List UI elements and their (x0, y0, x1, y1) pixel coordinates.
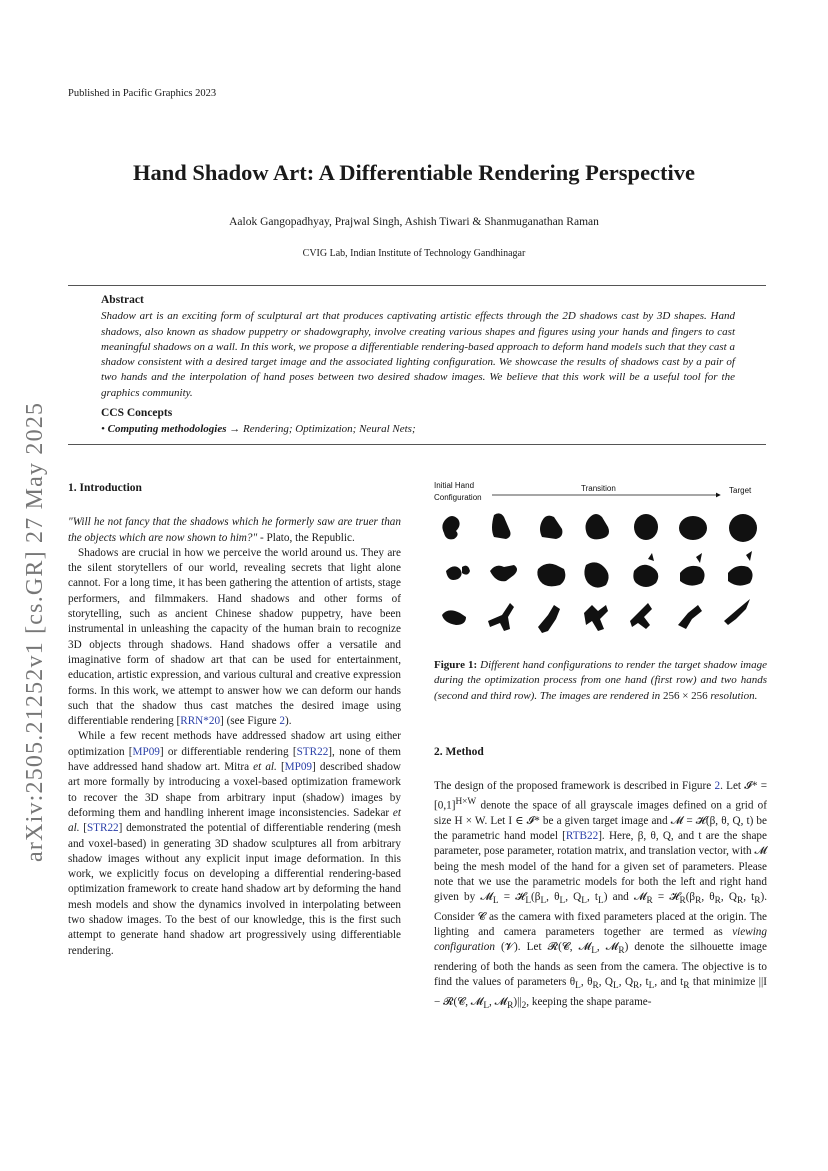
figure-link[interactable]: 2 (279, 715, 285, 728)
m-l: , Q (565, 891, 582, 904)
m-sub: L (483, 1000, 490, 1011)
m-sub: L (525, 896, 532, 907)
intro-p1-text: Shadows are crucial in how we perceive the world around us. They are the silent storytellers of our world, revealing secrets that light alone cannot. For a long time, it has been gathering the attention of artists, stage performers, and filmmakers. Hand shadows and other forms of storytelling, such as ancient Chinese shadow puppetry, have been instrumental in unleashing the capacity of the human brain to recognize 3D objects through shadows. Hand shadows offer a versatile and imaginative form of shadow art that can be used for entertainment, education, artistic expression, and various cultural and creative expression forms. In this work, we attempt to answer how we can deform our hands such that the shadow thus cast matches the desired image using differentiable rendering [ (68, 546, 401, 728)
m-p: ) and 𝓜 (603, 891, 647, 904)
citation-link[interactable]: MP09 (284, 761, 313, 774)
publication-venue: Published in Pacific Graphics 2023 (68, 88, 217, 99)
et-al: et al. (68, 806, 401, 835)
paper-authors: Aalok Gangopadhyay, Prajwal Singh, Ashish Tiwari & Shanmuganathan Raman (229, 216, 599, 228)
m-sub: R (679, 896, 686, 907)
caption-end: resolution. (707, 689, 758, 702)
shadow-grid-image (434, 481, 768, 651)
m-af: , 𝓜 (596, 941, 619, 954)
m-sub: L (581, 896, 587, 907)
m-sup: H×W (455, 796, 477, 807)
et-al: et al. (253, 761, 277, 774)
m-sub: L (598, 896, 604, 907)
m-sub: L (648, 981, 655, 992)
abstract-text: Shadow art is an exciting form of sculptural art that produces captivating artistic effects through the 2D shadows cast by 3D shapes. Hand shadows, also known as shadow puppetry or shadowgraphy, involve creating various shapes and figures using your hands and fingers to cast meaningful shadows on a wall. In this work, we propose a differentiable rendering-based approach to deform hand models such that they cast a shadow consistent with a desired target image and the associated lighting configuration. We showcase the results of shadows cast by a pair of two hands and the interpolation of hand poses between two desired shadow images. We believe that this work will be a useful tool for the graphics community. (101, 310, 735, 399)
m-sub: R (507, 1000, 514, 1011)
m-sub: L (492, 896, 499, 907)
m-ab: ). Consider 𝓒 as the camera with fixed parameters placed at the origin. The lighting and camera parameters together are termed as (434, 891, 768, 938)
m-d: ]. Here, β, θ, Q, and t are the shape parameter, pose parameter, rotation matrix, and translation vector, with 𝓜 being the mesh model of the hand for a given set of parameters. Please note that we use the parametric models for both the left and right hand given by 𝓜 (434, 829, 767, 904)
fig-label-target: Target (729, 486, 752, 495)
m-r: = 𝓗 (652, 891, 680, 904)
abstract-top-rule (68, 285, 766, 286)
m-al: , Q (598, 976, 614, 989)
m-sub: R (592, 981, 599, 992)
method-heading: 2. Method (434, 746, 484, 758)
m-ax: )|| (513, 995, 522, 1008)
m-t: (β (685, 891, 696, 904)
quote-attribution: - Plato, the Republic. (257, 531, 355, 544)
intro-p2-c: ], none of them have addressed hand shadow art. Mitra (68, 745, 401, 774)
m-az: , keeping the shape parame- (526, 995, 652, 1008)
m-aj: , θ (580, 976, 593, 989)
m-sub: R (754, 896, 761, 907)
m-sub: R (683, 981, 690, 992)
m-sub: 2 (521, 1000, 527, 1011)
m-sub: R (736, 896, 744, 907)
paper-affiliation: CVIG Lab, Indian Institute of Technology Gandhinagar (302, 248, 526, 259)
plato-quote (68, 515, 401, 546)
caption-size: 256 × 256 (662, 689, 708, 702)
ccs-bullet: • (101, 423, 105, 436)
arxiv-side-stamp: arXiv:2505.21252v1 [cs.GR] 27 May 2025 (22, 401, 48, 862)
m-sub: R (618, 946, 625, 957)
m-j: , θ (546, 891, 560, 904)
m-ac: viewing configuration (434, 925, 767, 954)
intro-p2-d: [ (276, 761, 285, 774)
m-sub: L (613, 981, 619, 992)
m-b: . Let 𝓘* = [0,1] (434, 780, 767, 812)
method-paragraph (434, 779, 767, 1014)
intro-p1-mid: ] (see Figure (220, 715, 280, 728)
ccs-category: Computing methodologies (107, 423, 227, 436)
m-ah: ) denote the silhouette image rendering of both the hands as seen from the camera. The objective is to find the values of parameters θ (434, 941, 767, 989)
m-sub: R (695, 896, 702, 907)
citation-link[interactable]: MP09 (132, 745, 160, 758)
intro-p2-b: ] or differentiable rendering [ (159, 745, 297, 758)
ccs-concepts (101, 422, 735, 437)
m-sub: L (591, 946, 597, 957)
fig-label-transition: Transition (581, 484, 616, 493)
m-z: , t (743, 891, 755, 904)
m-sub: R (714, 896, 721, 907)
intro-paragraph-2 (68, 729, 401, 958)
introduction-heading: 1. Introduction (68, 482, 142, 494)
m-sub: R (633, 981, 640, 992)
intro-p2-f: [ (79, 822, 87, 835)
shadow-row-3 (442, 599, 750, 633)
fig-label-initial: Initial Hand (434, 481, 475, 490)
m-f: = 𝓗 (498, 891, 526, 904)
figure-link[interactable]: 2 (714, 780, 721, 793)
introduction-section (68, 481, 401, 959)
m-ap: , t (639, 976, 649, 989)
method-section (434, 745, 767, 1014)
m-ad: (𝓥). Let 𝓡(𝓒, 𝓜 (494, 941, 592, 954)
citation-link[interactable]: STR22 (86, 822, 119, 835)
shadow-row-2 (446, 551, 753, 588)
citation-link[interactable]: RTB22 (565, 829, 599, 842)
m-sub: L (575, 981, 581, 992)
shadow-row-1 (442, 513, 757, 542)
citation-link[interactable]: STR22 (296, 745, 329, 758)
caption-text: Different hand configurations to render the target shadow image during the optimization process from one hand (first row) and two hands (second and third row). The images are rendered in (434, 659, 767, 702)
figure-1-caption (434, 658, 767, 704)
m-an: , Q (618, 976, 634, 989)
m-n: , t (586, 891, 599, 904)
intro-p1-end: ). (284, 715, 292, 728)
m-c: denote the space of all grayscale images defined on a grid of size H × W. Let I ∈ 𝓘* be a given target image and 𝓜 = 𝓗(β, θ, Q, t) be the parametric hand model [ (434, 799, 767, 842)
ccs-arrow: → (229, 423, 241, 436)
figure-1 (434, 481, 768, 651)
m-av: , 𝓜 (489, 995, 508, 1008)
m-sub: R (646, 896, 653, 907)
intro-paragraph-1 (68, 546, 401, 730)
m-sub: L (559, 896, 566, 907)
caption-label: Figure 1: (434, 659, 478, 671)
intro-p2-g: ] demonstrated the potential of differentiable rendering (mesh and voxel-based) in generating 3D shadow sculptures all from arbitrary shadow images without any explicit input image deformation. In this work, we explicitly focus on developing a differential rendering-based optimization framework to create hand shadow art by deforming the hand mesh models and show the dynamics involved in interpolating between two shadow images. To the best of our knowledge, this is the first such attempt to generate hand shadow art progressively using differentiable rendering. (68, 822, 401, 957)
m-h: (β (531, 891, 541, 904)
intro-p2-e: ] described shadow art more formally by introducing a voxel-based optimization framework to recover the 3D shape from arbitrary input (shadow) images by deforming them and handling inherent image inconsistencies. Sadekar (68, 761, 401, 819)
quote-text: "Will he not fancy that the shadows which he formerly saw are truer than the objects which are now shown to him?" (68, 516, 401, 544)
m-a: The design of the proposed framework is described in Figure (434, 780, 715, 793)
m-v: , θ (701, 891, 715, 904)
abstract-heading: Abstract (101, 294, 144, 306)
ccs-items: Rendering; Optimization; Neural Nets; (243, 423, 416, 436)
intro-p2-a: While a few recent methods have addressed shadow art using either optimization [ (68, 730, 401, 758)
abstract-section (101, 293, 735, 438)
ccs-heading: CCS Concepts (101, 407, 173, 420)
m-sub: L (540, 896, 547, 907)
citation-link[interactable]: RRN*20 (180, 715, 221, 728)
m-x: , Q (720, 891, 737, 904)
m-ar: , and t (654, 976, 684, 989)
paper-title: Hand Shadow Art: A Differentiable Rendering Perspective (132, 160, 696, 185)
m-at: that minimize ||I − 𝓡(𝓒, 𝓜 (434, 976, 767, 1008)
fig-label-config: Configuration (434, 493, 482, 502)
abstract-bottom-rule (68, 444, 766, 445)
